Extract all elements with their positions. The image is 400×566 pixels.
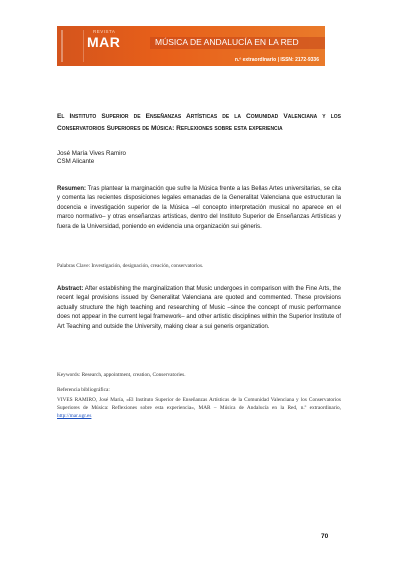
journal-logo: MAR	[87, 34, 121, 50]
article-author: José María Vives Ramiro	[57, 150, 127, 157]
abstract-text: After establishing the marginalization that Music undergoes in comparison with the Fine Arts, the recent legal provisions issued by Generalitat Valenciana are quoted and commented. These provisions actually structure the high teaching and researching of Music –since the concept of music performance does not appear in the current legal framework– and other artistic disciplines within the Superior Institute of Art Teaching and outside the University, making clear a sui generis organization.	[57, 286, 341, 330]
resumen-text: Tras plantear la marginación que sufre la Música frente a las Bellas Artes universitarias, se cita y comenta las recientes disposiciones legales emanadas de la Generalitat Valenciana que estructuran la docencia e investigación superior de la Música –el concepto interpretación musical no aparece en el marco normativo– y otras enseñanzas artísticas, dentro del Instituto Superior de Enseñanzas Artísticas y fuera de la Universidad, poniendo en evidencia una organización sui géneris.	[57, 186, 341, 230]
reference-link[interactable]: http://mar.ugr.es	[57, 413, 92, 420]
journal-subtitle: MÚSICA DE ANDALUCÍA EN LA RED	[155, 37, 299, 47]
page-number: 70	[321, 533, 329, 540]
resumen-paragraph	[57, 185, 341, 232]
reference-label: Referencia bibliográfica:	[57, 387, 110, 393]
banner-decoration	[61, 30, 84, 62]
journal-edition: n.º extraordinario | ISSN: 2172-9336	[234, 57, 319, 63]
keywords-es: Palabras Clave: Investigación, designación, creación, conservatorios.	[57, 263, 204, 269]
journal-banner	[57, 26, 325, 66]
article-title: El Instituto Superior de Enseñanzas Artísticas de la Comunidad Valenciana y los Conservatorios Superiores de Música: Reflexiones sobre esta experiencia	[57, 113, 341, 132]
resumen-label: Resumen:	[57, 186, 87, 192]
reference-citation: VIVES RAMIRO, José María, «El Instituto Superior de Enseñanzas Artísticas de la Comunidad Valenciana y los Conservatorios Superiores de Música: Reflexiones sobre esta experiencia», MAR – Música de Andalucía en la Red, n.º extraordinario,	[57, 397, 341, 412]
abstract-paragraph	[57, 285, 341, 332]
keywords-en: Keywords: Research, appointment, creation, Conservatories.	[57, 372, 186, 378]
banner-revista-label: REVISTA	[93, 29, 116, 34]
reference-text	[57, 396, 341, 421]
abstract-label: Abstract:	[57, 286, 84, 292]
article-affiliation: CSM Alicante	[57, 158, 95, 165]
